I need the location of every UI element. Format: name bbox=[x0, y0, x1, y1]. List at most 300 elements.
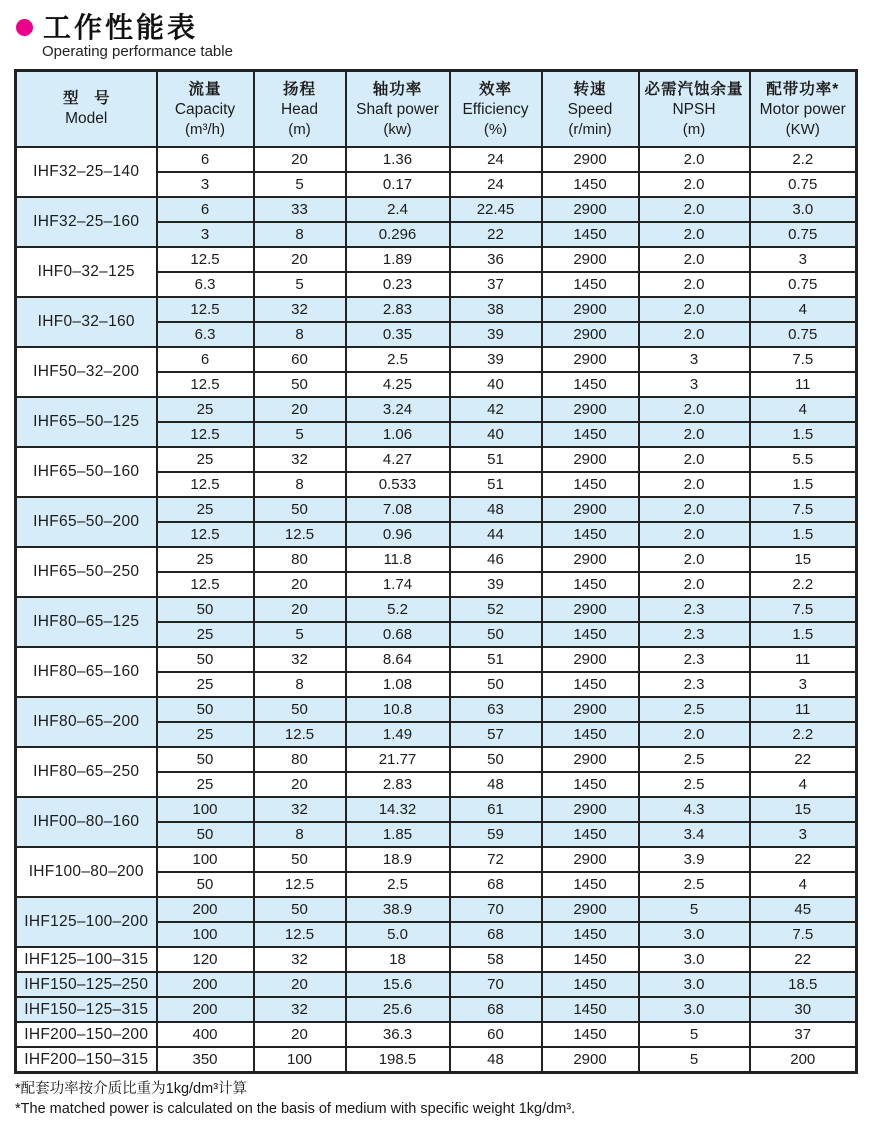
data-cell-speed: 1450 bbox=[542, 972, 639, 997]
col-header-shaft-cn-label: 轴功率 bbox=[372, 80, 423, 98]
data-cell-cap: 120 bbox=[157, 947, 254, 972]
col-header-eff-unit-label: (%) bbox=[483, 120, 508, 138]
data-cell-speed: 2900 bbox=[542, 747, 639, 772]
data-cell-eff: 40 bbox=[450, 422, 542, 447]
data-cell-head: 32 bbox=[254, 997, 346, 1022]
data-cell-head: 50 bbox=[254, 372, 346, 397]
data-cell-motor: 2.2 bbox=[750, 147, 857, 172]
performance-table bbox=[14, 69, 858, 1074]
data-cell-motor: 7.5 bbox=[750, 922, 857, 947]
table-row bbox=[16, 597, 857, 622]
data-cell-motor: 3.0 bbox=[750, 197, 857, 222]
col-header-cap-cn-label: 流量 bbox=[188, 80, 222, 98]
table-row bbox=[16, 547, 857, 572]
data-cell-eff: 60 bbox=[450, 1022, 542, 1047]
data-cell-cap: 200 bbox=[157, 972, 254, 997]
data-cell-cap: 12.5 bbox=[157, 472, 254, 497]
col-header-head-cn-label: 扬程 bbox=[282, 80, 316, 98]
data-cell-speed: 1450 bbox=[542, 872, 639, 897]
data-cell-speed: 2900 bbox=[542, 397, 639, 422]
col-header-head bbox=[254, 71, 346, 148]
data-cell-eff: 58 bbox=[450, 947, 542, 972]
data-cell-head: 12.5 bbox=[254, 922, 346, 947]
col-header-head-unit-label: (m) bbox=[288, 120, 311, 138]
footnote-cn: *配套功率按介质比重为1kg/dm³计算 bbox=[15, 1081, 248, 1098]
data-cell-speed: 1450 bbox=[542, 172, 639, 197]
model-cell: IHF32–25–140 bbox=[16, 147, 157, 197]
data-cell-shaft: 10.8 bbox=[346, 697, 450, 722]
model-cell: IHF65–50–125 bbox=[16, 397, 157, 447]
model-cell: IHF0–32–125 bbox=[16, 247, 157, 297]
data-cell-motor: 1.5 bbox=[750, 422, 857, 447]
data-cell-cap: 200 bbox=[157, 897, 254, 922]
data-cell-motor: 7.5 bbox=[750, 347, 857, 372]
col-header-shaft-unit-label: (kw) bbox=[383, 120, 412, 138]
data-cell-cap: 100 bbox=[157, 847, 254, 872]
data-cell-cap: 200 bbox=[157, 997, 254, 1022]
data-cell-cap: 25 bbox=[157, 497, 254, 522]
data-cell-motor: 4 bbox=[750, 772, 857, 797]
data-cell-npsh: 2.0 bbox=[639, 447, 750, 472]
data-cell-eff: 70 bbox=[450, 972, 542, 997]
page-title: 工作性能表 bbox=[43, 12, 199, 43]
data-cell-motor: 4 bbox=[750, 397, 857, 422]
data-cell-shaft: 3.24 bbox=[346, 397, 450, 422]
data-cell-cap: 12.5 bbox=[157, 297, 254, 322]
data-cell-shaft: 4.25 bbox=[346, 372, 450, 397]
data-cell-npsh: 2.0 bbox=[639, 522, 750, 547]
data-cell-cap: 50 bbox=[157, 647, 254, 672]
data-cell-shaft: 7.08 bbox=[346, 497, 450, 522]
page-title-row bbox=[16, 13, 869, 42]
data-cell-speed: 1450 bbox=[542, 922, 639, 947]
data-cell-eff: 68 bbox=[450, 997, 542, 1022]
data-cell-cap: 350 bbox=[157, 1047, 254, 1073]
data-cell-eff: 24 bbox=[450, 147, 542, 172]
data-cell-cap: 25 bbox=[157, 772, 254, 797]
data-cell-shaft: 14.32 bbox=[346, 797, 450, 822]
data-cell-shaft: 2.5 bbox=[346, 872, 450, 897]
footnote-en: *The matched power is calculated on the basis of medium with specific weight 1kg/dm³. bbox=[15, 1100, 576, 1117]
model-cell: IHF125–100–200 bbox=[16, 897, 157, 947]
model-cell: IHF00–80–160 bbox=[16, 797, 157, 847]
data-cell-head: 100 bbox=[254, 1047, 346, 1073]
col-header-speed-en-label: Speed bbox=[567, 100, 613, 118]
data-cell-eff: 39 bbox=[450, 572, 542, 597]
data-cell-eff: 39 bbox=[450, 322, 542, 347]
data-cell-head: 20 bbox=[254, 597, 346, 622]
data-cell-speed: 1450 bbox=[542, 822, 639, 847]
model-cell: IHF200–150–200 bbox=[16, 1022, 157, 1047]
col-header-eff bbox=[450, 71, 542, 148]
data-cell-head: 20 bbox=[254, 247, 346, 272]
data-cell-motor: 4 bbox=[750, 297, 857, 322]
data-cell-npsh: 2.0 bbox=[639, 172, 750, 197]
data-cell-shaft: 0.296 bbox=[346, 222, 450, 247]
data-cell-npsh: 3.4 bbox=[639, 822, 750, 847]
data-cell-speed: 2900 bbox=[542, 1047, 639, 1073]
data-cell-shaft: 2.5 bbox=[346, 347, 450, 372]
data-cell-motor: 3 bbox=[750, 672, 857, 697]
data-cell-motor: 22 bbox=[750, 847, 857, 872]
data-cell-shaft: 36.3 bbox=[346, 1022, 450, 1047]
col-header-motor-en-label: Motor power bbox=[759, 100, 846, 118]
data-cell-npsh: 5 bbox=[639, 1047, 750, 1073]
data-cell-cap: 50 bbox=[157, 747, 254, 772]
data-cell-motor: 11 bbox=[750, 697, 857, 722]
data-cell-shaft: 2.83 bbox=[346, 772, 450, 797]
model-cell: IHF200–150–315 bbox=[16, 1047, 157, 1073]
data-cell-cap: 6 bbox=[157, 197, 254, 222]
footnotes bbox=[15, 1080, 869, 1119]
data-cell-cap: 3 bbox=[157, 172, 254, 197]
model-cell: IHF150–125–315 bbox=[16, 997, 157, 1022]
col-header-model-cn-label: 型 号 bbox=[62, 90, 110, 108]
data-cell-speed: 1450 bbox=[542, 422, 639, 447]
data-cell-shaft: 198.5 bbox=[346, 1047, 450, 1073]
model-cell: IHF80–65–200 bbox=[16, 697, 157, 747]
table-row bbox=[16, 947, 857, 972]
data-cell-npsh: 2.5 bbox=[639, 872, 750, 897]
data-cell-eff: 51 bbox=[450, 647, 542, 672]
data-cell-cap: 12.5 bbox=[157, 372, 254, 397]
data-cell-motor: 5.5 bbox=[750, 447, 857, 472]
data-cell-speed: 1450 bbox=[542, 522, 639, 547]
model-cell: IHF65–50–250 bbox=[16, 547, 157, 597]
data-cell-head: 80 bbox=[254, 747, 346, 772]
data-cell-shaft: 8.64 bbox=[346, 647, 450, 672]
data-cell-npsh: 2.3 bbox=[639, 672, 750, 697]
model-cell: IHF65–50–200 bbox=[16, 497, 157, 547]
data-cell-npsh: 2.5 bbox=[639, 697, 750, 722]
data-cell-motor: 0.75 bbox=[750, 272, 857, 297]
data-cell-cap: 6.3 bbox=[157, 272, 254, 297]
table-row bbox=[16, 1022, 857, 1047]
data-cell-shaft: 5.0 bbox=[346, 922, 450, 947]
data-cell-motor: 7.5 bbox=[750, 597, 857, 622]
data-cell-npsh: 2.0 bbox=[639, 422, 750, 447]
data-cell-npsh: 2.0 bbox=[639, 197, 750, 222]
data-cell-motor: 15 bbox=[750, 797, 857, 822]
col-header-motor-cn-label: 配带功率* bbox=[766, 80, 840, 98]
data-cell-eff: 51 bbox=[450, 472, 542, 497]
data-cell-head: 80 bbox=[254, 547, 346, 572]
data-cell-eff: 68 bbox=[450, 922, 542, 947]
table-row bbox=[16, 647, 857, 672]
data-cell-cap: 400 bbox=[157, 1022, 254, 1047]
data-cell-eff: 24 bbox=[450, 172, 542, 197]
data-cell-eff: 37 bbox=[450, 272, 542, 297]
data-cell-cap: 25 bbox=[157, 622, 254, 647]
data-cell-motor: 4 bbox=[750, 872, 857, 897]
data-cell-head: 60 bbox=[254, 347, 346, 372]
col-header-npsh-cn-label: 必需汽蚀余量 bbox=[644, 80, 744, 98]
data-cell-npsh: 3 bbox=[639, 372, 750, 397]
col-header-eff-cn-label: 效率 bbox=[478, 80, 512, 98]
data-cell-motor: 3 bbox=[750, 822, 857, 847]
col-header-model bbox=[16, 71, 157, 148]
data-cell-npsh: 3.0 bbox=[639, 922, 750, 947]
data-cell-npsh: 3.0 bbox=[639, 947, 750, 972]
data-cell-shaft: 15.6 bbox=[346, 972, 450, 997]
data-cell-speed: 2900 bbox=[542, 447, 639, 472]
data-cell-npsh: 3.0 bbox=[639, 997, 750, 1022]
data-cell-eff: 22 bbox=[450, 222, 542, 247]
table-row bbox=[16, 897, 857, 922]
data-cell-cap: 25 bbox=[157, 672, 254, 697]
data-cell-head: 32 bbox=[254, 447, 346, 472]
data-cell-speed: 2900 bbox=[542, 322, 639, 347]
model-cell: IHF100–80–200 bbox=[16, 847, 157, 897]
data-cell-head: 50 bbox=[254, 897, 346, 922]
data-cell-cap: 12.5 bbox=[157, 422, 254, 447]
data-cell-speed: 1450 bbox=[542, 572, 639, 597]
data-cell-motor: 1.5 bbox=[750, 622, 857, 647]
data-cell-eff: 63 bbox=[450, 697, 542, 722]
table-row bbox=[16, 447, 857, 472]
table-row bbox=[16, 147, 857, 172]
data-cell-motor: 0.75 bbox=[750, 172, 857, 197]
table-row bbox=[16, 697, 857, 722]
data-cell-motor: 1.5 bbox=[750, 472, 857, 497]
data-cell-npsh: 2.0 bbox=[639, 472, 750, 497]
table-row bbox=[16, 847, 857, 872]
data-cell-speed: 2900 bbox=[542, 597, 639, 622]
col-header-speed bbox=[542, 71, 639, 148]
data-cell-npsh: 2.0 bbox=[639, 297, 750, 322]
data-cell-eff: 42 bbox=[450, 397, 542, 422]
data-cell-cap: 6 bbox=[157, 347, 254, 372]
data-cell-npsh: 2.0 bbox=[639, 497, 750, 522]
data-cell-npsh: 2.0 bbox=[639, 397, 750, 422]
data-cell-speed: 1450 bbox=[542, 1022, 639, 1047]
table-row bbox=[16, 347, 857, 372]
data-cell-head: 5 bbox=[254, 622, 346, 647]
data-cell-npsh: 5 bbox=[639, 897, 750, 922]
data-cell-shaft: 0.17 bbox=[346, 172, 450, 197]
col-header-speed-unit-label: (r/min) bbox=[568, 120, 612, 138]
data-cell-eff: 51 bbox=[450, 447, 542, 472]
table-header bbox=[16, 71, 857, 148]
col-header-eff-en-label: Efficiency bbox=[462, 100, 529, 118]
col-header-shaft-en-label: Shaft power bbox=[356, 100, 439, 118]
data-cell-speed: 1450 bbox=[542, 772, 639, 797]
data-cell-head: 20 bbox=[254, 1022, 346, 1047]
data-cell-npsh: 2.0 bbox=[639, 272, 750, 297]
data-cell-speed: 1450 bbox=[542, 947, 639, 972]
data-cell-cap: 12.5 bbox=[157, 522, 254, 547]
data-cell-npsh: 2.3 bbox=[639, 647, 750, 672]
data-cell-head: 8 bbox=[254, 222, 346, 247]
data-cell-shaft: 18 bbox=[346, 947, 450, 972]
data-cell-shaft: 0.533 bbox=[346, 472, 450, 497]
data-cell-cap: 25 bbox=[157, 397, 254, 422]
col-header-motor bbox=[750, 71, 857, 148]
data-cell-head: 32 bbox=[254, 797, 346, 822]
data-cell-npsh: 3 bbox=[639, 347, 750, 372]
data-cell-eff: 68 bbox=[450, 872, 542, 897]
data-cell-motor: 0.75 bbox=[750, 322, 857, 347]
data-cell-shaft: 2.83 bbox=[346, 297, 450, 322]
col-header-shaft bbox=[346, 71, 450, 148]
data-cell-shaft: 0.23 bbox=[346, 272, 450, 297]
data-cell-npsh: 2.5 bbox=[639, 747, 750, 772]
data-cell-motor: 18.5 bbox=[750, 972, 857, 997]
data-cell-shaft: 0.35 bbox=[346, 322, 450, 347]
data-cell-shaft: 25.6 bbox=[346, 997, 450, 1022]
data-cell-head: 32 bbox=[254, 947, 346, 972]
data-cell-eff: 52 bbox=[450, 597, 542, 622]
col-header-model-en-label: Model bbox=[65, 110, 108, 128]
data-cell-npsh: 2.0 bbox=[639, 222, 750, 247]
data-cell-speed: 2900 bbox=[542, 797, 639, 822]
data-cell-eff: 57 bbox=[450, 722, 542, 747]
data-cell-eff: 59 bbox=[450, 822, 542, 847]
data-cell-motor: 11 bbox=[750, 647, 857, 672]
data-cell-head: 32 bbox=[254, 647, 346, 672]
data-cell-motor: 11 bbox=[750, 372, 857, 397]
data-cell-speed: 2900 bbox=[542, 297, 639, 322]
data-cell-eff: 39 bbox=[450, 347, 542, 372]
data-cell-motor: 45 bbox=[750, 897, 857, 922]
data-cell-head: 8 bbox=[254, 472, 346, 497]
data-cell-shaft: 0.96 bbox=[346, 522, 450, 547]
data-cell-npsh: 3.9 bbox=[639, 847, 750, 872]
data-cell-head: 8 bbox=[254, 822, 346, 847]
model-cell: IHF80–65–250 bbox=[16, 747, 157, 797]
table-row bbox=[16, 797, 857, 822]
data-cell-npsh: 4.3 bbox=[639, 797, 750, 822]
data-cell-motor: 1.5 bbox=[750, 522, 857, 547]
data-cell-eff: 61 bbox=[450, 797, 542, 822]
data-cell-speed: 2900 bbox=[542, 147, 639, 172]
table-row bbox=[16, 972, 857, 997]
data-cell-speed: 2900 bbox=[542, 897, 639, 922]
data-cell-npsh: 3.0 bbox=[639, 972, 750, 997]
data-cell-shaft: 1.08 bbox=[346, 672, 450, 697]
table-row bbox=[16, 1047, 857, 1073]
table-row bbox=[16, 747, 857, 772]
data-cell-cap: 25 bbox=[157, 547, 254, 572]
data-cell-speed: 1450 bbox=[542, 272, 639, 297]
model-cell: IHF32–25–160 bbox=[16, 197, 157, 247]
data-cell-speed: 1450 bbox=[542, 372, 639, 397]
col-header-head-en-label: Head bbox=[280, 100, 319, 118]
data-cell-speed: 1450 bbox=[542, 997, 639, 1022]
data-cell-cap: 100 bbox=[157, 922, 254, 947]
data-cell-eff: 48 bbox=[450, 772, 542, 797]
data-cell-shaft: 1.36 bbox=[346, 147, 450, 172]
data-cell-npsh: 2.0 bbox=[639, 722, 750, 747]
data-cell-speed: 2900 bbox=[542, 647, 639, 672]
data-cell-npsh: 2.0 bbox=[639, 322, 750, 347]
data-cell-eff: 48 bbox=[450, 1047, 542, 1073]
data-cell-shaft: 1.06 bbox=[346, 422, 450, 447]
data-cell-speed: 2900 bbox=[542, 347, 639, 372]
magenta-bullet-icon bbox=[16, 19, 33, 36]
data-cell-head: 33 bbox=[254, 197, 346, 222]
data-cell-cap: 25 bbox=[157, 447, 254, 472]
data-cell-head: 5 bbox=[254, 172, 346, 197]
data-cell-cap: 6 bbox=[157, 147, 254, 172]
data-cell-eff: 50 bbox=[450, 672, 542, 697]
table-row bbox=[16, 497, 857, 522]
col-header-npsh bbox=[639, 71, 750, 148]
col-header-cap bbox=[157, 71, 254, 148]
table-row bbox=[16, 247, 857, 272]
data-cell-shaft: 4.27 bbox=[346, 447, 450, 472]
data-cell-head: 5 bbox=[254, 422, 346, 447]
data-cell-motor: 7.5 bbox=[750, 497, 857, 522]
model-cell: IHF80–65–160 bbox=[16, 647, 157, 697]
data-cell-head: 8 bbox=[254, 672, 346, 697]
data-cell-eff: 50 bbox=[450, 622, 542, 647]
data-cell-speed: 1450 bbox=[542, 622, 639, 647]
data-cell-speed: 2900 bbox=[542, 847, 639, 872]
data-cell-npsh: 2.3 bbox=[639, 622, 750, 647]
data-cell-head: 20 bbox=[254, 397, 346, 422]
data-cell-head: 50 bbox=[254, 697, 346, 722]
data-cell-shaft: 1.85 bbox=[346, 822, 450, 847]
col-header-cap-unit-label: (m³/h) bbox=[185, 120, 225, 138]
data-cell-motor: 2.2 bbox=[750, 572, 857, 597]
data-cell-motor: 3 bbox=[750, 247, 857, 272]
data-cell-cap: 25 bbox=[157, 722, 254, 747]
data-cell-motor: 15 bbox=[750, 547, 857, 572]
model-cell: IHF125–100–315 bbox=[16, 947, 157, 972]
model-cell: IHF0–32–160 bbox=[16, 297, 157, 347]
data-cell-npsh: 2.3 bbox=[639, 597, 750, 622]
data-cell-cap: 50 bbox=[157, 697, 254, 722]
page-subtitle: Operating performance table bbox=[42, 43, 233, 61]
data-cell-head: 50 bbox=[254, 847, 346, 872]
col-header-npsh-unit-label: (m) bbox=[682, 120, 706, 138]
data-cell-cap: 50 bbox=[157, 597, 254, 622]
data-cell-shaft: 2.4 bbox=[346, 197, 450, 222]
data-cell-speed: 1450 bbox=[542, 472, 639, 497]
data-cell-head: 20 bbox=[254, 147, 346, 172]
data-cell-head: 12.5 bbox=[254, 722, 346, 747]
model-cell: IHF80–65–125 bbox=[16, 597, 157, 647]
data-cell-motor: 2.2 bbox=[750, 722, 857, 747]
data-cell-head: 50 bbox=[254, 497, 346, 522]
data-cell-head: 32 bbox=[254, 297, 346, 322]
data-cell-speed: 2900 bbox=[542, 247, 639, 272]
data-cell-cap: 6.3 bbox=[157, 322, 254, 347]
data-cell-eff: 36 bbox=[450, 247, 542, 272]
data-cell-head: 20 bbox=[254, 772, 346, 797]
table-body bbox=[16, 147, 857, 1073]
data-cell-npsh: 2.0 bbox=[639, 572, 750, 597]
model-cell: IHF150–125–250 bbox=[16, 972, 157, 997]
data-cell-head: 20 bbox=[254, 572, 346, 597]
data-cell-speed: 1450 bbox=[542, 722, 639, 747]
data-cell-speed: 1450 bbox=[542, 222, 639, 247]
data-cell-motor: 37 bbox=[750, 1022, 857, 1047]
header-row bbox=[16, 71, 857, 148]
data-cell-eff: 44 bbox=[450, 522, 542, 547]
data-cell-npsh: 5 bbox=[639, 1022, 750, 1047]
data-cell-eff: 48 bbox=[450, 497, 542, 522]
data-cell-head: 12.5 bbox=[254, 522, 346, 547]
data-cell-shaft: 18.9 bbox=[346, 847, 450, 872]
data-cell-cap: 12.5 bbox=[157, 572, 254, 597]
data-cell-cap: 100 bbox=[157, 797, 254, 822]
data-cell-speed: 2900 bbox=[542, 547, 639, 572]
data-cell-cap: 50 bbox=[157, 822, 254, 847]
data-cell-head: 20 bbox=[254, 972, 346, 997]
data-cell-cap: 3 bbox=[157, 222, 254, 247]
